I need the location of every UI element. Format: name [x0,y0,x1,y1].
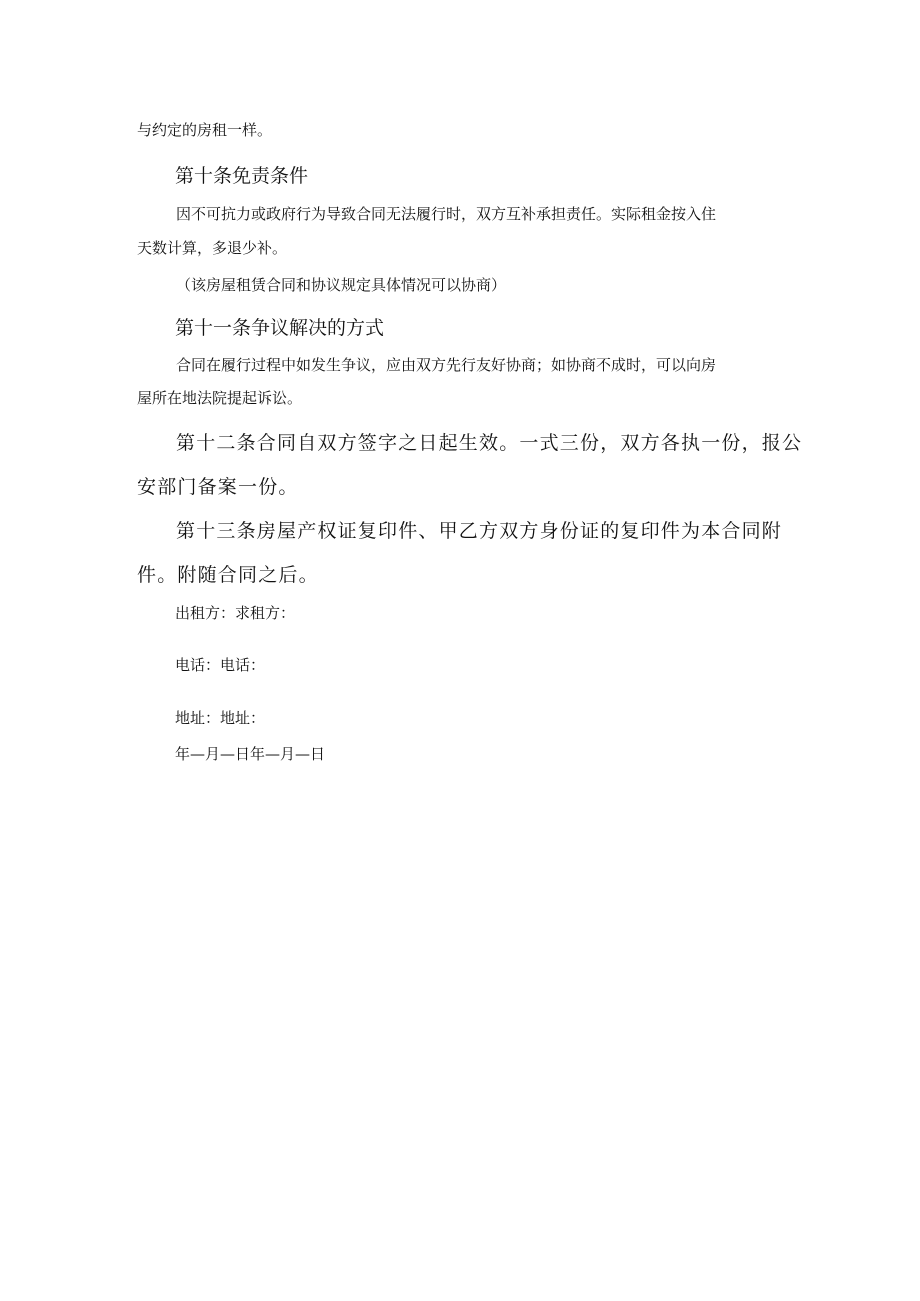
clause-10-text-line-1: 因不可抗力或政府行为导致合同无法履行时，双方互补承担责任。实际租金按入住 [176,205,717,223]
clause-10-heading: 第十条免责条件 [175,165,309,187]
clause-11-text-line-2: 屋所在地法院提起诉讼。 [137,389,303,407]
clause-10-text-line-2: 天数计算，多退少补。 [137,239,288,257]
signature-parties: 出租方：求租方： [175,604,296,622]
previous-clause-tail: 与约定的房租一样。 [137,121,273,139]
signature-phones: 电话：电话： [175,656,266,674]
clause-11-heading: 第十一条争议解决的方式 [175,317,385,339]
clause-11-text-line-1: 合同在履行过程中如发生争议，应由双方先行友好协商；如协商不成时，可以向房 [176,356,717,374]
clause-13-text-line-1: 第十三条房屋产权证复印件、甲乙方双方身份证的复印件为本合同附 [176,520,783,542]
signature-dates: 年—月—日年—月—日 [175,745,326,763]
signature-addresses: 地址：地址： [175,709,266,727]
clause-12-text-line-2: 安部门备案一份。 [137,476,299,498]
clause-13-text-line-2: 件。附随合同之后。 [137,564,319,586]
negotiation-note: （该房屋租赁合同和协议规定具体情况可以协商） [176,276,507,294]
clause-12-text-line-1: 第十二条合同自双方签字之日起生效。一式三份，双方各执一份，报公 [176,432,803,454]
